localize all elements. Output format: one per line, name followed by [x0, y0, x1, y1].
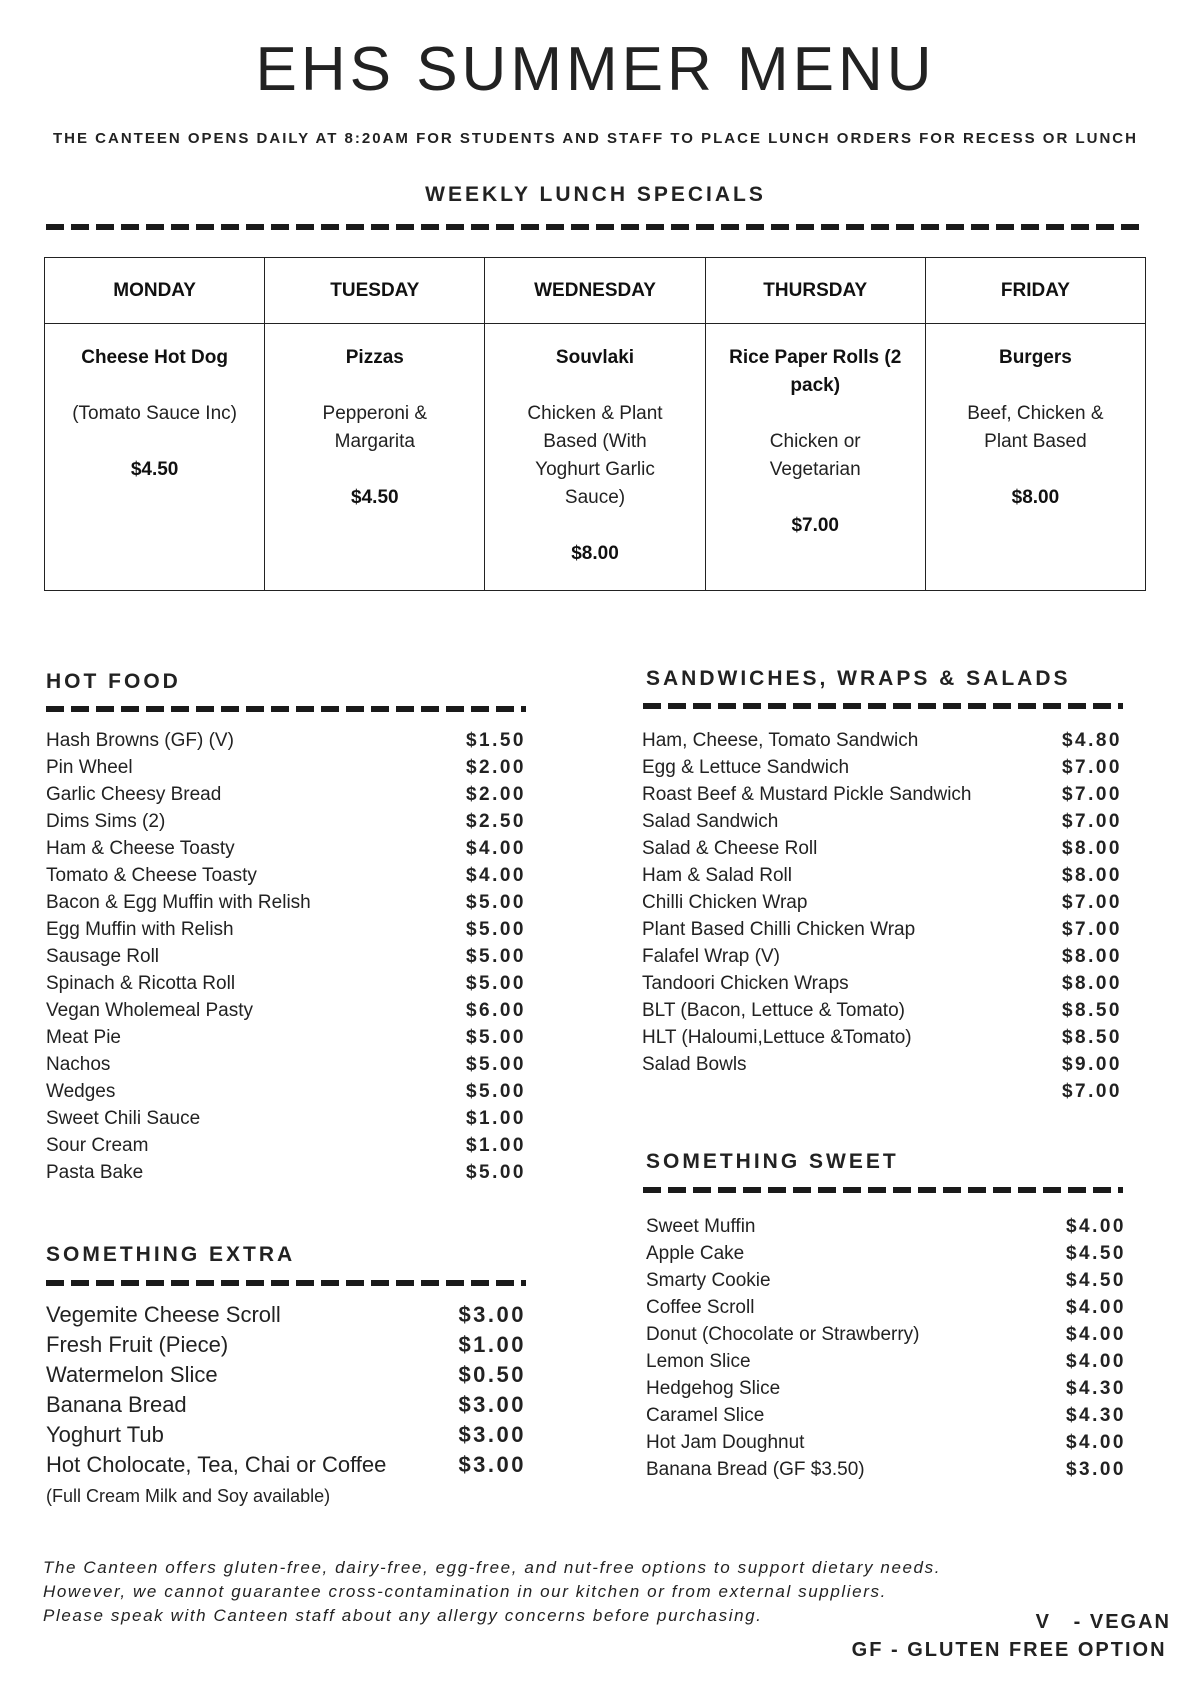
item-price: $7.00 — [1061, 757, 1122, 778]
item-name: Vegan Wholemeal Pasty — [46, 1000, 254, 1021]
menu-item — [46, 970, 526, 997]
menu-item — [642, 943, 1122, 970]
something-sweet-heading: SOMETHING SWEET — [646, 1150, 899, 1173]
page-title: EHS SUMMER MENU — [255, 35, 936, 104]
item-price: $4.00 — [1065, 1351, 1126, 1372]
item-price: $3.00 — [1065, 1459, 1126, 1480]
special-description: Beef, Chicken & Plant Based — [967, 403, 1104, 452]
something-extra-divider — [46, 1280, 526, 1286]
menu-item — [46, 916, 526, 943]
sandwiches-list — [642, 727, 1122, 1105]
menu-item — [46, 1024, 526, 1051]
menu-item — [642, 970, 1122, 997]
item-price: $5.00 — [465, 1162, 526, 1183]
item-name: BLT (Bacon, Lettuce & Tomato) — [642, 1000, 905, 1021]
menu-item — [46, 754, 526, 781]
menu-item — [46, 727, 526, 754]
something-extra-heading: SOMETHING EXTRA — [46, 1243, 296, 1266]
item-price: $1.00 — [458, 1332, 526, 1357]
item-name: Hedgehog Slice — [646, 1378, 781, 1399]
legend-gluten-free: GF - GLUTEN FREE OPTION — [851, 1639, 1167, 1661]
sandwiches-divider — [643, 703, 1123, 709]
menu-item — [46, 1300, 526, 1330]
item-name: Watermelon Slice — [46, 1362, 218, 1387]
menu-item — [642, 1051, 1122, 1078]
special-tuesday — [265, 258, 485, 590]
menu-item — [46, 1132, 526, 1159]
item-name: Egg Muffin with Relish — [46, 919, 234, 940]
menu-item — [646, 1213, 1126, 1240]
item-price: $0.50 — [458, 1362, 526, 1387]
menu-item — [46, 943, 526, 970]
special-thursday — [706, 258, 926, 590]
item-name: Donut (Chocolate or Strawberry) — [646, 1324, 920, 1345]
item-price: $8.50 — [1061, 1027, 1122, 1048]
menu-item — [642, 1024, 1122, 1051]
menu-item — [642, 727, 1122, 754]
menu-item — [646, 1456, 1126, 1483]
menu-item — [46, 835, 526, 862]
item-price: $9.00 — [1061, 1054, 1122, 1075]
item-price: $4.30 — [1065, 1378, 1126, 1399]
item-name: Sweet Muffin — [646, 1216, 756, 1237]
item-price: $5.00 — [465, 1054, 526, 1075]
item-name: Hot Cholocate, Tea, Chai or Coffee — [46, 1452, 387, 1477]
weekly-specials-heading: WEEKLY LUNCH SPECIALS — [425, 183, 766, 206]
item-price: $4.00 — [465, 838, 526, 859]
item-name: Bacon & Egg Muffin with Relish — [46, 892, 311, 913]
menu-item — [46, 1390, 526, 1420]
menu-item — [642, 781, 1122, 808]
item-name: Ham & Salad Roll — [642, 865, 792, 886]
item-name: Banana Bread — [46, 1392, 187, 1417]
menu-item — [646, 1429, 1126, 1456]
menu-item — [642, 754, 1122, 781]
item-price: $4.00 — [1065, 1297, 1126, 1318]
disclaimer-line: Please speak with Canteen staff about any allergy concerns before purchasing. — [43, 1606, 763, 1625]
menu-item — [646, 1240, 1126, 1267]
item-price: $4.00 — [1065, 1324, 1126, 1345]
item-name: Plant Based Chilli Chicken Wrap — [642, 919, 916, 940]
menu-item — [646, 1267, 1126, 1294]
item-price: $7.00 — [1061, 1081, 1122, 1102]
item-name: Vegemite Cheese Scroll — [46, 1302, 281, 1327]
item-price: $3.00 — [458, 1302, 526, 1327]
item-price: $8.00 — [1061, 865, 1122, 886]
item-price: $5.00 — [465, 1081, 526, 1102]
item-name: Salad & Cheese Roll — [642, 838, 818, 859]
item-price: $2.00 — [465, 784, 526, 805]
allergy-disclaimer — [43, 1556, 941, 1628]
menu-item — [642, 997, 1122, 1024]
item-price: $4.00 — [1065, 1216, 1126, 1237]
menu-item — [642, 835, 1122, 862]
special-name: Burgers — [998, 347, 1072, 368]
sandwiches-heading: SANDWICHES, WRAPS & SALADS — [646, 667, 1071, 690]
item-name: Lemon Slice — [646, 1351, 751, 1372]
item-name: HLT (Haloumi,Lettuce &Tomato) — [642, 1027, 912, 1048]
item-name: Sour Cream — [46, 1135, 149, 1156]
something-sweet-list — [646, 1213, 1126, 1483]
special-description: (Tomato Sauce Inc) — [72, 403, 237, 424]
item-price: $5.00 — [465, 892, 526, 913]
special-description: Chicken & Plant Based (With Yoghurt Garlic Sauce) — [527, 403, 663, 508]
menu-item — [46, 1159, 526, 1186]
item-name: Nachos — [46, 1054, 111, 1075]
special-price: $4.50 — [130, 459, 179, 480]
item-name: Tandoori Chicken Wraps — [642, 973, 849, 994]
menu-item — [646, 1402, 1126, 1429]
item-name: Pasta Bake — [46, 1162, 144, 1183]
menu-item — [646, 1321, 1126, 1348]
menu-item — [642, 889, 1122, 916]
day-header: FRIDAY — [926, 258, 1145, 324]
special-name: Souvlaki — [555, 347, 635, 368]
item-name: Hot Jam Doughnut — [646, 1432, 805, 1453]
menu-item — [46, 781, 526, 808]
item-price: $4.50 — [1065, 1270, 1126, 1291]
specials-divider — [46, 224, 1146, 230]
hot-food-divider — [46, 706, 526, 712]
day-header: WEDNESDAY — [485, 258, 704, 324]
item-price: $8.50 — [1061, 1000, 1122, 1021]
item-price: $7.00 — [1061, 892, 1122, 913]
item-price: $3.00 — [458, 1452, 526, 1477]
item-price: $4.00 — [465, 865, 526, 886]
menu-item — [46, 1420, 526, 1450]
special-name: Rice Paper Rolls (2 pack) — [729, 347, 902, 396]
item-price: $8.00 — [1061, 973, 1122, 994]
item-name: Dims Sims (2) — [46, 811, 166, 832]
item-price: $7.00 — [1061, 919, 1122, 940]
special-friday — [926, 258, 1145, 590]
item-price: $5.00 — [465, 946, 526, 967]
item-price: $6.00 — [465, 1000, 526, 1021]
menu-item — [646, 1375, 1126, 1402]
item-price: $4.80 — [1061, 730, 1122, 751]
item-name: Meat Pie — [46, 1027, 121, 1048]
item-price: $7.00 — [1061, 784, 1122, 805]
special-description: Chicken or Vegetarian — [769, 431, 861, 480]
special-price: $8.00 — [1011, 487, 1060, 508]
item-price: $5.00 — [465, 919, 526, 940]
item-name: Yoghurt Tub — [46, 1422, 164, 1447]
item-name: Salad Sandwich — [642, 811, 779, 832]
item-price: $1.00 — [465, 1135, 526, 1156]
menu-item — [46, 1078, 526, 1105]
item-name: Fresh Fruit (Piece) — [46, 1332, 229, 1357]
item-price: $8.00 — [1061, 838, 1122, 859]
menu-item — [46, 1105, 526, 1132]
day-header: MONDAY — [45, 258, 264, 324]
menu-item — [642, 916, 1122, 943]
item-name: Smarty Cookie — [646, 1270, 771, 1291]
item-name: Sweet Chili Sauce — [46, 1108, 201, 1129]
menu-item — [46, 1051, 526, 1078]
item-price: $3.00 — [458, 1392, 526, 1417]
weekly-specials-table — [44, 257, 1146, 591]
menu-item — [46, 1450, 526, 1480]
legend-vegan: V - VEGAN — [1035, 1611, 1171, 1633]
menu-item — [642, 808, 1122, 835]
item-price: $2.50 — [465, 811, 526, 832]
menu-item — [46, 1330, 526, 1360]
item-name: Ham, Cheese, Tomato Sandwich — [642, 730, 919, 751]
item-price: $3.00 — [458, 1422, 526, 1447]
item-name: Wedges — [46, 1081, 116, 1102]
item-price: $8.00 — [1061, 946, 1122, 967]
special-price: $8.00 — [571, 543, 619, 564]
disclaimer-line: However, we cannot guarantee cross-contamination in our kitchen or from external suppliers. — [43, 1582, 887, 1601]
menu-item — [46, 862, 526, 889]
menu-item — [46, 997, 526, 1024]
item-name: Apple Cake — [646, 1243, 745, 1264]
menu-item — [642, 862, 1122, 889]
menu-item — [642, 1078, 1122, 1105]
menu-item — [646, 1348, 1126, 1375]
item-price: $5.00 — [465, 973, 526, 994]
item-name: Egg & Lettuce Sandwich — [642, 757, 850, 778]
special-price: $7.00 — [791, 515, 839, 536]
menu-item — [46, 1360, 526, 1390]
item-name: Sausage Roll — [46, 946, 160, 967]
menu-item — [46, 808, 526, 835]
menu-item — [646, 1294, 1126, 1321]
item-price: $2.00 — [465, 757, 526, 778]
item-price: $7.00 — [1061, 811, 1122, 832]
special-name: Pizzas — [345, 347, 404, 368]
special-name: Cheese Hot Dog — [81, 347, 228, 368]
day-header: TUESDAY — [265, 258, 484, 324]
item-price: $5.00 — [465, 1027, 526, 1048]
day-header: THURSDAY — [706, 258, 925, 324]
menu-item — [46, 889, 526, 916]
item-name: Banana Bread (GF $3.50) — [646, 1459, 865, 1480]
dietary-legend — [852, 1608, 1171, 1664]
item-name: Pin Wheel — [46, 757, 133, 778]
item-name: Ham & Cheese Toasty — [46, 838, 235, 859]
something-extra-list — [46, 1300, 526, 1480]
item-price: $4.50 — [1065, 1243, 1126, 1264]
item-name: Coffee Scroll — [646, 1297, 755, 1318]
item-price: $4.00 — [1065, 1432, 1126, 1453]
item-name: Hash Browns (GF) (V) — [46, 730, 234, 751]
special-description: Pepperoni & Margarita — [322, 403, 428, 452]
item-price: $4.30 — [1065, 1405, 1126, 1426]
something-sweet-divider — [643, 1187, 1123, 1193]
item-name: Falafel Wrap (V) — [642, 946, 780, 967]
special-price: $4.50 — [351, 487, 399, 508]
item-name: Garlic Cheesy Bread — [46, 784, 222, 805]
disclaimer-line: The Canteen offers gluten-free, dairy-free, egg-free, and nut-free options to support dietary needs. — [43, 1558, 942, 1577]
item-name: Spinach & Ricotta Roll — [46, 973, 236, 994]
item-name: Tomato & Cheese Toasty — [46, 865, 257, 886]
hot-food-list — [46, 727, 526, 1186]
special-wednesday — [485, 258, 705, 590]
item-name: Chilli Chicken Wrap — [642, 892, 808, 913]
special-monday — [45, 258, 265, 590]
item-price: $1.50 — [465, 730, 526, 751]
item-name: Caramel Slice — [646, 1405, 765, 1426]
hot-food-heading: HOT FOOD — [46, 670, 181, 693]
item-price: $1.00 — [465, 1108, 526, 1129]
item-name: Roast Beef & Mustard Pickle Sandwich — [642, 784, 972, 805]
item-name: Salad Bowls — [642, 1054, 747, 1075]
milk-options-note: (Full Cream Milk and Soy available) — [46, 1486, 331, 1506]
opening-hours-note: THE CANTEEN OPENS DAILY AT 8:20AM FOR STUDENTS AND STAFF TO PLACE LUNCH ORDERS FOR RECESS OR LUNCH — [53, 130, 1138, 147]
